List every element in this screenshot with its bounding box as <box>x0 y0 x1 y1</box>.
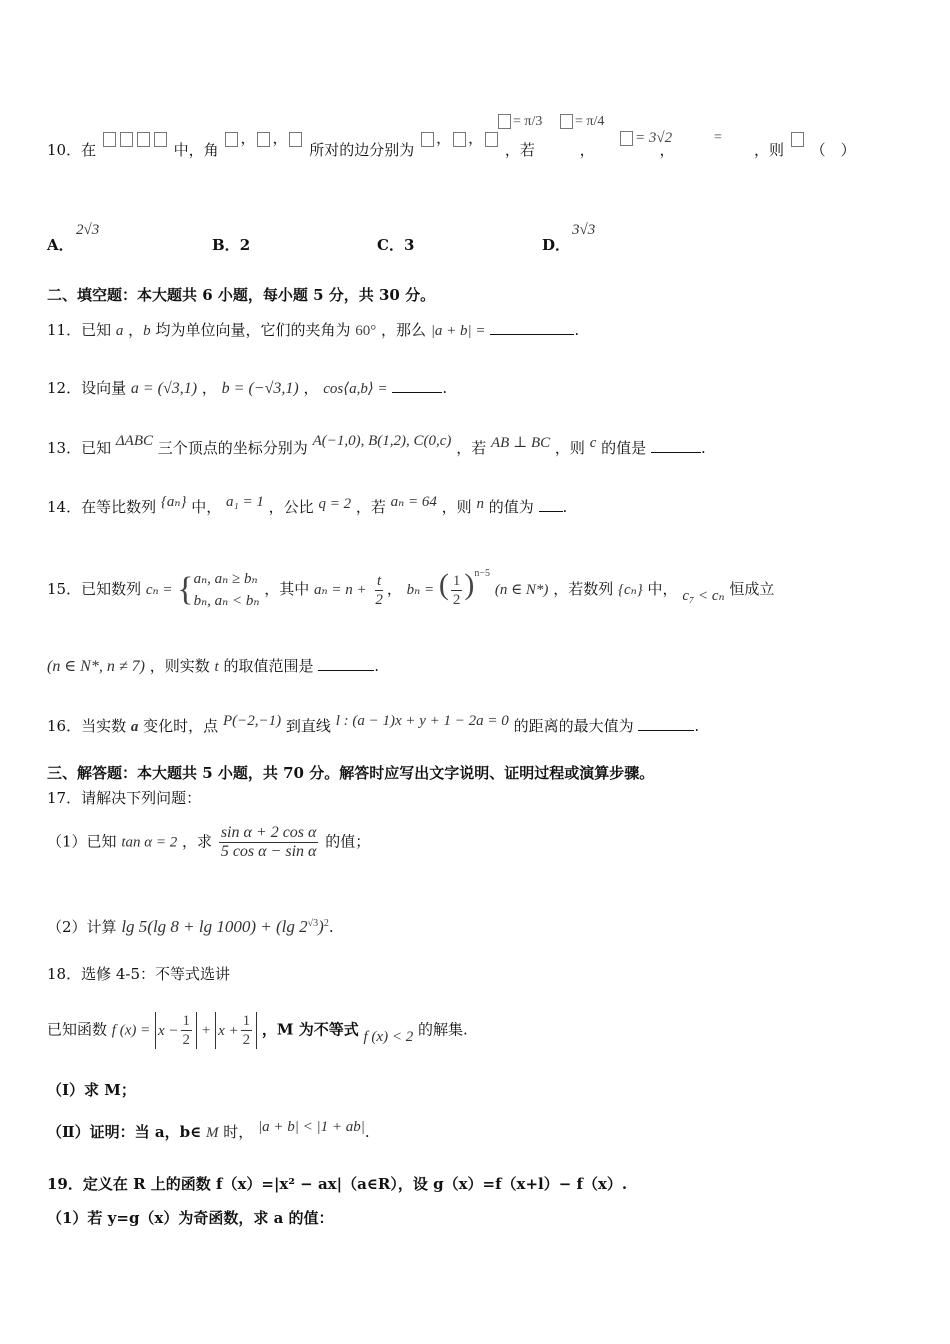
q10-cond-B: = π/4 <box>558 114 604 130</box>
q13-line: 13．已知 ΔABC 三个顶点的坐标分别为 A(−1,0), B(1,2), C(0,c) ，若 AB ⊥ BC ，则 c 的值是 . <box>47 433 706 457</box>
option-a-value: 2√3 <box>76 222 100 238</box>
q18-part-1: （Ⅰ）求 M； <box>47 1081 136 1099</box>
placeholder-glyph-icon <box>789 129 806 147</box>
q12-line: 12．设向量 a = (√3,1) ， b = (−√3,1) ， cos⟨a,b⟩ = . <box>47 379 448 397</box>
option-b[interactable]: B．2 <box>212 236 251 254</box>
section-3-heading: 三、解答题：本大题共 5 小题，共 70 分。解答时应写出文字说明、证明过程或演算步骤。 <box>47 764 655 782</box>
option-c[interactable]: C．3 <box>377 236 415 254</box>
placeholder-glyph-icon: ， ， <box>419 129 500 147</box>
q10-cond-A: = π/3 <box>496 114 542 130</box>
q10-line: 10．在 中，角 ， ， 所对的边分别为 ， ， ，若 ， ， ，则 （ ） <box>47 129 856 159</box>
section-2-heading: 二、填空题：本大题共 6 小题，每小题 5 分，共 30 分。 <box>47 286 436 304</box>
placeholder-glyph-icon: ， ， <box>223 129 304 147</box>
q18-heading: 18．选修 4-5：不等式选讲 <box>47 965 231 983</box>
q17-part-1: （1）已知 tan α = 2 ，求 $\frac{\text{sin α + 2 cos α}}{\text{5 cos α − sin α}}$ 的值； <box>47 824 371 860</box>
q15-line-1: 15．已知数列 cₙ = { aₙ, aₙ ≥ bₙ bₙ, aₙ < bₙ ，其中 aₙ = n + $\frac{t}{2}$ ， bₙ = ( $\frac{1}{2}$ )$^{n-5}$ (n ∈ N*) ，若数列 {cₙ} 中， c₇ < cₙ 恒成立 <box>47 568 775 609</box>
answer-paren: （ ） <box>810 141 856 159</box>
q14-line: 14．在等比数列 {aₙ} 中， a₁ = 1 ，公比 q = 2 ，若 aₙ = 64 ，则 n 的值为 . <box>47 494 568 516</box>
q10-ask: = <box>714 130 722 145</box>
q17-part-2: （2）计算 lg 5(lg 8 + lg 1000) + (lg $2^{√3})^2$. <box>47 917 334 936</box>
q10-cond-a: = 3√2 <box>618 130 672 147</box>
q19-part-1: （1）若 y=g（x）为奇函数，求 a 的值： <box>47 1209 334 1227</box>
q16-line: 16．当实数 a 变化时，点 P(−2,−1) 到直线 l : (a − 1)x + y + 1 − 2a = 0 的距离的最大值为 . <box>47 713 700 735</box>
q18-function: 已知函数 f (x) = x − $\frac{1}{2}$ + x + $\frac{1}{2}$ ，M 为不等式 f (x) < 2 的解集. <box>47 1013 468 1048</box>
q15-line-2: (n ∈ N*, n ≠ 7) ，则实数 t 的取值范围是 . <box>47 657 380 675</box>
placeholder-glyph-icon <box>101 129 169 147</box>
q18-part-2: （Ⅱ）证明：当 a，b∈ M 时， |a + b| < |1 + ab|. <box>47 1119 370 1141</box>
q10-number: 10．在 <box>47 141 97 159</box>
q19-statement: 19．定义在 R 上的函数 f（x）=|x² − ax|（a∈R），设 g（x）=f（x+l）− f（x）. <box>47 1175 628 1193</box>
option-a[interactable]: A． <box>47 236 74 254</box>
option-d[interactable]: D． <box>542 236 571 254</box>
q11-line: 11．已知 a ，b 均为单位向量，它们的夹角为 60° ，那么 |a + b| = . <box>47 321 580 339</box>
option-d-value: 3√3 <box>572 222 596 238</box>
q17-heading: 17．请解决下列问题： <box>47 789 202 807</box>
